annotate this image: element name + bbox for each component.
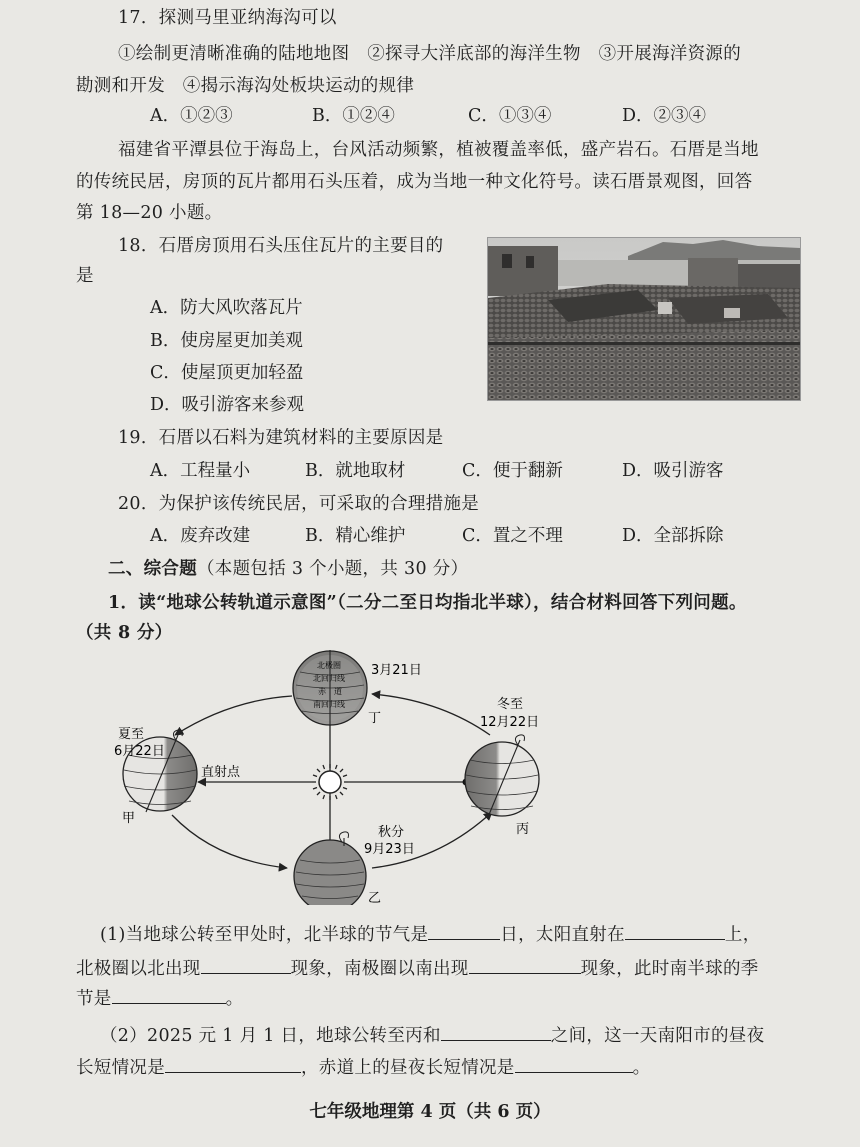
q1-score: （共 8 分） [76, 623, 173, 643]
q19-stem: 19．石厝以石料为建筑材料的主要原因是 [118, 428, 444, 448]
answer-blank-arctic-phenomenon[interactable] [201, 955, 291, 974]
label-direct-point: 直射点 [201, 765, 241, 780]
material-line2: 的传统民居，房顶的瓦片都用石头压着，成为当地一种文化符号。读石厝景观图，回答 [76, 172, 753, 192]
earth-summer-jia [123, 730, 197, 812]
q17-line2: 勘测和开发 ④揭示海沟处板块运动的规律 [76, 76, 415, 96]
q1-sub1-line1 [100, 921, 761, 947]
q17-stem: 17．探测马里亚纳海沟可以 [118, 8, 337, 28]
q1-sub2-text-d: ，赤道上的昼夜长短情况是 [301, 1058, 515, 1078]
label-autumn-name: 秋分 [378, 825, 405, 840]
orbit-arc-autumn-to-winter [372, 812, 492, 868]
answer-blank-antarctic-phenomenon[interactable] [469, 955, 581, 974]
q1-sub2-line2 [76, 1054, 650, 1080]
q1-sub2-text-c: 长短情况是 [76, 1058, 165, 1078]
material-line3: 第 18—20 小题。 [76, 203, 223, 223]
q1-stem: 1．读“地球公转轨道示意图”（二分二至日均指北半球），结合材料回答下列问题。 [108, 593, 747, 613]
material-line1: 福建省平潭县位于海岛上，台风活动频繁，植被覆盖率低，盛产岩石。石厝是当地 [118, 140, 759, 160]
q1-sub2-text-a: （2）2025 元 1 月 1 日，地球公转至丙和 [100, 1026, 441, 1046]
label-summer-name: 夏至 [118, 727, 145, 742]
q1-sub1-text-f: 现象，此时南半球的季 [580, 959, 759, 979]
q1-sub1-line3 [76, 985, 243, 1011]
page-footer: 七年级地理第 4 页（共 6 页） [309, 1102, 551, 1122]
earth-orbit-diagram [100, 650, 560, 905]
label-spring-date: 3月21日 [371, 663, 422, 678]
q1-sub1-text-d: 北极圈以北出现 [76, 959, 201, 979]
label-yi: 乙 [368, 891, 382, 905]
label-equator: 赤 道 [318, 687, 342, 696]
label-ding: 丁 [368, 711, 382, 726]
orbit-arc-summer-to-autumn [172, 815, 287, 868]
q1-sub1-text-h: 。 [225, 989, 244, 1009]
q17-option-b: B．①②④ [312, 106, 395, 126]
q18-option-d: D．吸引游客来参观 [150, 395, 305, 415]
q20-option-b: B．精心维护 [305, 526, 406, 546]
q18-option-a: A．防大风吹落瓦片 [150, 298, 303, 318]
q19-option-b: B．就地取材 [305, 461, 406, 481]
label-winter-name: 冬至 [497, 697, 524, 712]
q1-sub1-text-g: 节是 [76, 989, 112, 1009]
label-jia: 甲 [122, 811, 136, 826]
q1-sub1-text-a: (1)当地球公转至甲处时，北半球的节气是 [100, 925, 429, 945]
orbit-arc-spring-to-summer [175, 696, 292, 735]
q1-sub1-text-b: 日，太阳直射在 [500, 925, 625, 945]
q1-sub1-text-c: 上， [724, 925, 761, 945]
q18-stem: 18．石厝房顶用石头压住瓦片的主要目的 [118, 236, 444, 256]
q19-option-d: D．吸引游客 [622, 461, 724, 481]
label-autumn-date: 9月23日 [364, 842, 415, 857]
q20-option-d: D．全部拆除 [622, 526, 724, 546]
earth-winter-bing [465, 735, 539, 817]
earth-autumn-yi [294, 832, 366, 905]
q1-sub2-line1 [100, 1022, 764, 1048]
label-arctic-circle: 北极圈 [317, 661, 341, 670]
label-bing: 丙 [516, 822, 530, 837]
q1-sub1-line2 [76, 955, 759, 981]
q18-option-b: B．使房屋更加美观 [150, 331, 303, 351]
q19-option-a: A．工程量小 [150, 461, 251, 481]
q17-line1: ①绘制更清晰准确的陆地地图 ②探寻大洋底部的海洋生物 ③开展海洋资源的 [118, 44, 741, 64]
q20-stem: 20．为保护该传统民居，可采取的合理措施是 [118, 494, 480, 514]
q18-option-c: C．使屋顶更加轻盈 [150, 363, 304, 383]
answer-blank-direct-latitude[interactable] [625, 921, 725, 940]
q19-option-c: C．便于翻新 [462, 461, 563, 481]
q1-sub1-text-e: 现象，南极圈以南出现 [290, 959, 469, 979]
q1-sub2-text-e: 。 [632, 1058, 651, 1078]
q17-option-c: C．①③④ [468, 106, 552, 126]
label-tropic-cancer: 北回归线 [313, 674, 345, 683]
answer-blank-southern-season[interactable] [112, 985, 226, 1004]
q1-sub2-text-b: 之间，这一天南阳市的昼夜 [550, 1026, 765, 1046]
section2-heading [108, 557, 468, 581]
answer-blank-orbit-position[interactable] [441, 1022, 551, 1041]
section2-title: 二、综合题 [108, 559, 197, 579]
orbit-arc-winter-to-spring [372, 694, 490, 735]
label-tropic-capricorn: 南回归线 [313, 700, 345, 709]
answer-blank-nanyang-daylength[interactable] [165, 1054, 301, 1073]
q17-option-d: D．②③④ [622, 106, 707, 126]
q20-option-a: A．废弃改建 [150, 526, 251, 546]
label-summer-date: 6月22日 [114, 744, 165, 759]
stone-house-photo [487, 237, 801, 401]
answer-blank-equator-daylength[interactable] [515, 1054, 633, 1073]
label-winter-date: 12月22日 [480, 715, 540, 730]
section2-note: （本题包括 3 个小题，共 30 分） [197, 559, 469, 579]
q20-option-c: C．置之不理 [462, 526, 563, 546]
q18-stem-cont: 是 [76, 266, 94, 286]
q17-option-a: A．①②③ [150, 106, 233, 126]
answer-blank-solar-term[interactable] [428, 921, 500, 940]
